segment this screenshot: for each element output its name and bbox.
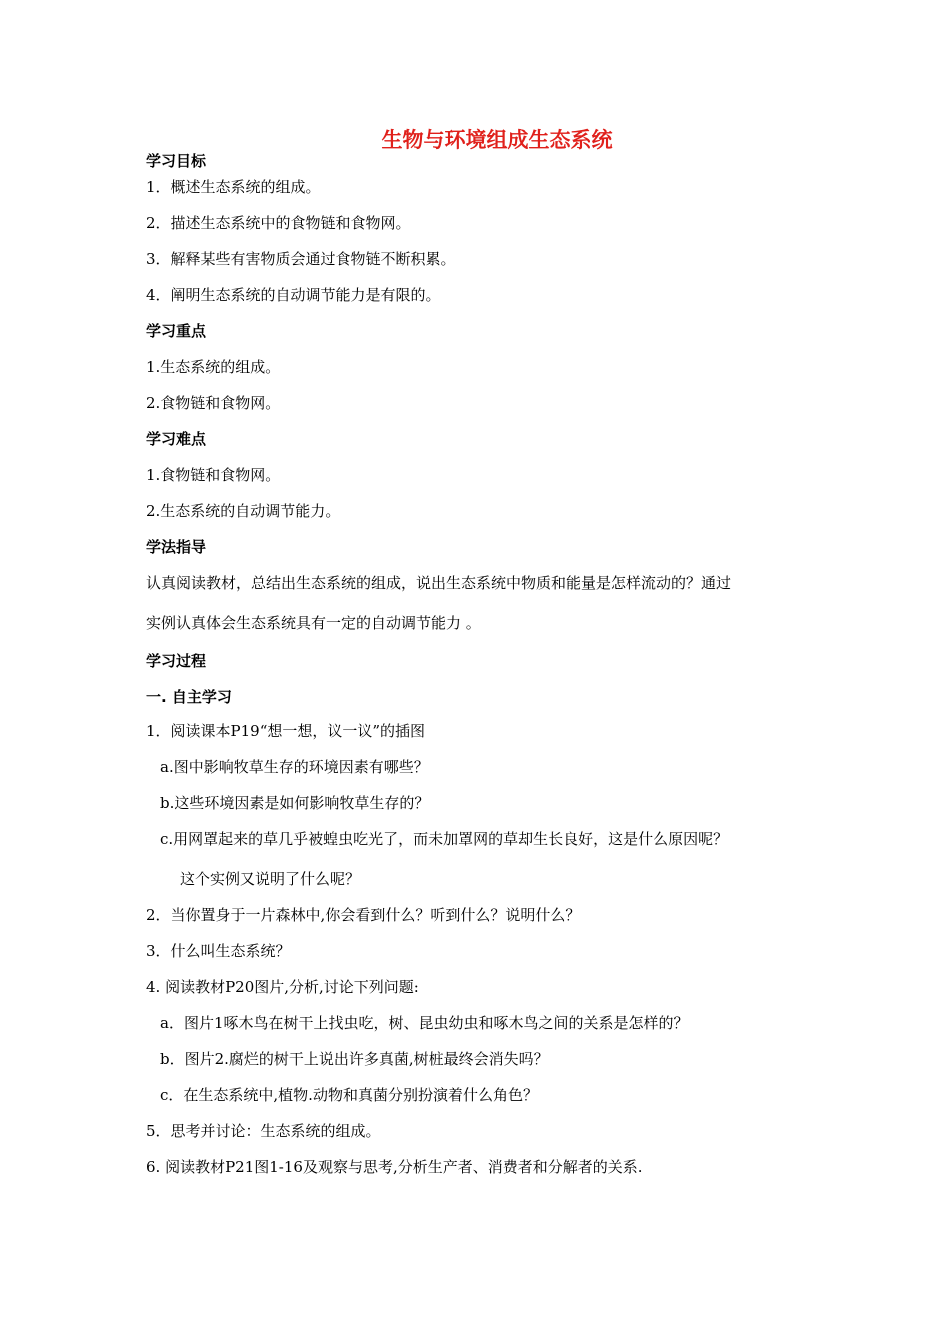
process-line: b．图片2.腐烂的树干上说出许多真菌,树桩最终会消失吗？ [160,1050,549,1068]
key-points-heading: 学习重点 [146,322,207,340]
objective-item: 3．解释某些有害物质会通过食物链不断积累。 [146,250,456,268]
key-point-item: 1.生态系统的组成。 [146,358,281,376]
objective-item: 4．阐明生态系统的自动调节能力是有限的。 [146,286,441,304]
difficulties-heading: 学习难点 [146,430,207,448]
objective-item: 2．描述生态系统中的食物链和食物网。 [146,214,411,232]
document-title: 生物与环境组成生态系统 [381,128,613,152]
process-line: 4. 阅读教材P20图片,分析,讨论下列问题: [146,978,419,996]
key-point-item: 2.食物链和食物网。 [146,394,281,412]
process-line: 1．阅读课本P19“想一想，议一议”的插图 [146,722,426,740]
process-line: 这个实例又说明了什么呢？ [180,870,361,888]
process-line: a．图片1啄木鸟在树干上找虫吃，树、昆虫幼虫和啄木鸟之间的关系是怎样的？ [160,1014,689,1032]
method-paragraph-line: 实例认真体会生态系统具有一定的自动调节能力 。 [146,614,481,632]
difficulty-item: 2.生态系统的自动调节能力。 [146,502,341,520]
difficulty-item: 1.食物链和食物网。 [146,466,281,484]
process-line: c.用网罩起来的草几乎被蝗虫吃光了，而未加罩网的草却生长良好，这是什么原因呢？ [160,830,729,848]
method-heading: 学法指导 [146,538,207,556]
process-line: 3．什么叫生态系统？ [146,942,291,960]
objective-item: 1．概述生态系统的组成。 [146,178,321,196]
process-heading: 学习过程 [146,652,207,670]
process-line: 6. 阅读教材P21图1-16及观察与思考,分析生产者、消费者和分解者的关系. [146,1158,643,1176]
process-line: 5．思考并讨论：生态系统的组成。 [146,1122,381,1140]
process-line: b.这些环境因素是如何影响牧草生存的？ [160,794,430,812]
process-line: 2．当你置身于一片森林中,你会看到什么？听到什么？说明什么？ [146,906,581,924]
process-line: c．在生态系统中,植物.动物和真菌分别扮演着什么角色？ [160,1086,538,1104]
objectives-heading: 学习目标 [146,152,207,170]
process-line: a.图中影响牧草生存的环境因素有哪些？ [160,758,429,776]
process-subheading: 一. 自主学习 [146,688,232,706]
method-paragraph-line: 认真阅读教材，总结出生态系统的组成，说出生态系统中物质和能量是怎样流动的？通过 [146,574,732,592]
